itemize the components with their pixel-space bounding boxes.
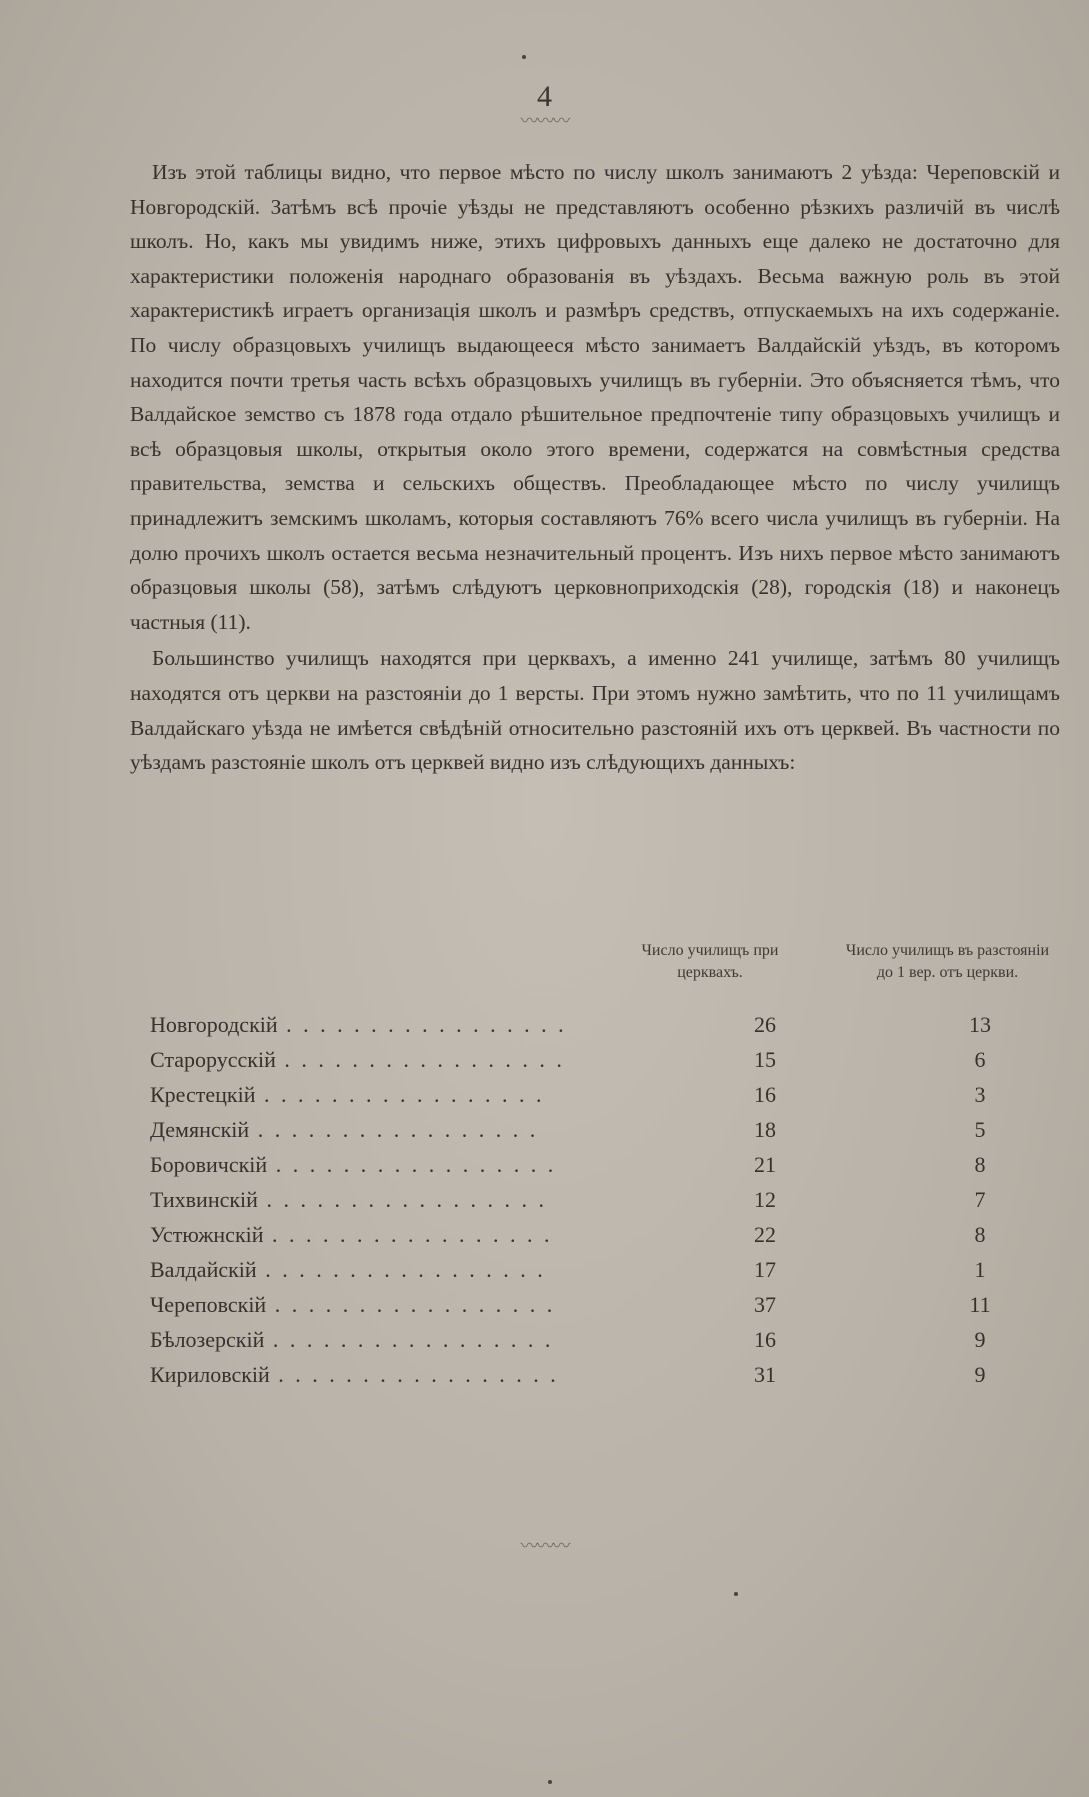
district-name: Старорусскій . . .	[150, 1047, 565, 1073]
page-number: 4	[537, 80, 552, 113]
district-name: Боровичскій . . .	[150, 1152, 556, 1178]
within-verst-value: 8	[974, 1222, 986, 1247]
district-name: Новгородскій . . .	[150, 1012, 567, 1038]
at-church-value: 15	[754, 1047, 776, 1072]
within-verst-value: 11	[969, 1292, 991, 1317]
table-row	[150, 1222, 1030, 1257]
table-row	[150, 1047, 1030, 1082]
district-name: Череповскій . . .	[150, 1292, 555, 1318]
table-row	[150, 1117, 1030, 1152]
table-row	[150, 1012, 1030, 1047]
table-row	[150, 1257, 1030, 1292]
at-church-value: 22	[754, 1222, 776, 1247]
bottom-ornament: 〰〰〰	[520, 1536, 569, 1556]
at-church-value: 16	[754, 1082, 776, 1107]
top-ornament: 〰〰〰	[520, 111, 569, 131]
district-name: Бѣлозерскій . . .	[150, 1327, 553, 1353]
table-header-at-church: Число училищъ при церквахъ.	[641, 942, 779, 981]
print-speck	[734, 1592, 738, 1596]
table-row	[150, 1362, 1030, 1397]
at-church-value: 17	[754, 1257, 776, 1282]
within-verst-value: 7	[974, 1187, 986, 1212]
table-header-within-verst: Число училищъ въ разстояніи до 1 вер. отъ церкви.	[845, 942, 1050, 981]
within-verst-value: 6	[974, 1047, 986, 1072]
district-name: Кириловскій . . .	[150, 1362, 559, 1388]
at-church-value: 37	[754, 1292, 776, 1317]
within-verst-value: 5	[974, 1117, 986, 1142]
paragraph-1: Изъ этой таблицы видно, что первое мѣсто по числу школъ занимаютъ 2 уѣзда: Череповскій и Новгородскій. Затѣмъ всѣ прочіе уѣзды не представляютъ особенно рѣзкихъ различій въ числѣ школъ. Но, какъ мы увидимъ ниже, этихъ цифровыхъ данныхъ еще далеко не достаточно для характеристики положенія народнаго образованія въ уѣздахъ. Весьма важную роль въ этой характеристикѣ играетъ организація школъ и размѣръ средствъ, отпускаемыхъ на ихъ содержаніе. По числу образцовыхъ училищъ выдающееся мѣсто занимаетъ Валдайскій уѣздъ, въ которомъ находится почти третья часть всѣхъ образцовыхъ училищъ въ губерніи. Это объясняется тѣмъ, что Валдайское земство съ 1878 года отдало рѣшительное предпочтеніе типу образцовыхъ училищъ и всѣ образцовыя школы, открытыя около этого времени, содержатся на совмѣстныя средства правительства, земства и сельскихъ обществъ. Преобладающее мѣсто по числу училищъ принадлежитъ земскимъ школамъ, которыя составляютъ 76% всего числа училищъ въ губерніи. На долю прочихъ школъ остается весьма незначительный процентъ. Изъ нихъ первое мѣсто занимаютъ образцовыя школы (58), затѣмъ слѣдуютъ церковноприходскія (28), городскія (18) и наконецъ частныя (11).	[130, 160, 1060, 634]
at-church-value: 16	[754, 1327, 776, 1352]
within-verst-value: 13	[969, 1012, 991, 1037]
table-row	[150, 1187, 1030, 1222]
district-name: Тихвинскій . . .	[150, 1187, 547, 1213]
district-table	[150, 1012, 1030, 1397]
table-row	[150, 1082, 1030, 1117]
district-name: Валдайскій . . .	[150, 1257, 546, 1283]
district-name: Устюжнскій . . .	[150, 1222, 553, 1248]
paragraph-2: Большинство училищъ находятся при церквахъ, а именно 241 училище, затѣмъ 80 училищъ находятся отъ церкви на разстояніи до 1 версты. При этомъ нужно замѣтить, что по 11 училищамъ Валдайскаго уѣзда не имѣется свѣдѣній относительно разстояній ихъ отъ церквей. Въ частности по уѣздамъ разстояніе школъ отъ церквей видно изъ слѣдующихъ данныхъ:	[130, 646, 1060, 775]
table-row	[150, 1327, 1030, 1362]
at-church-value: 21	[754, 1152, 776, 1177]
within-verst-value: 8	[974, 1152, 986, 1177]
district-name: Демянскій . . .	[150, 1117, 538, 1143]
within-verst-value: 9	[974, 1327, 986, 1352]
print-speck	[522, 55, 526, 59]
within-verst-value: 3	[974, 1082, 986, 1107]
district-name: Крестецкій . . .	[150, 1082, 544, 1108]
table-row	[150, 1292, 1030, 1327]
body-text	[130, 155, 1060, 780]
at-church-value: 12	[754, 1187, 776, 1212]
table-row	[150, 1152, 1030, 1187]
within-verst-value: 1	[974, 1257, 986, 1282]
print-speck	[548, 1780, 552, 1784]
at-church-value: 26	[754, 1012, 776, 1037]
at-church-value: 31	[754, 1362, 776, 1387]
at-church-value: 18	[754, 1117, 776, 1142]
within-verst-value: 9	[974, 1362, 986, 1387]
